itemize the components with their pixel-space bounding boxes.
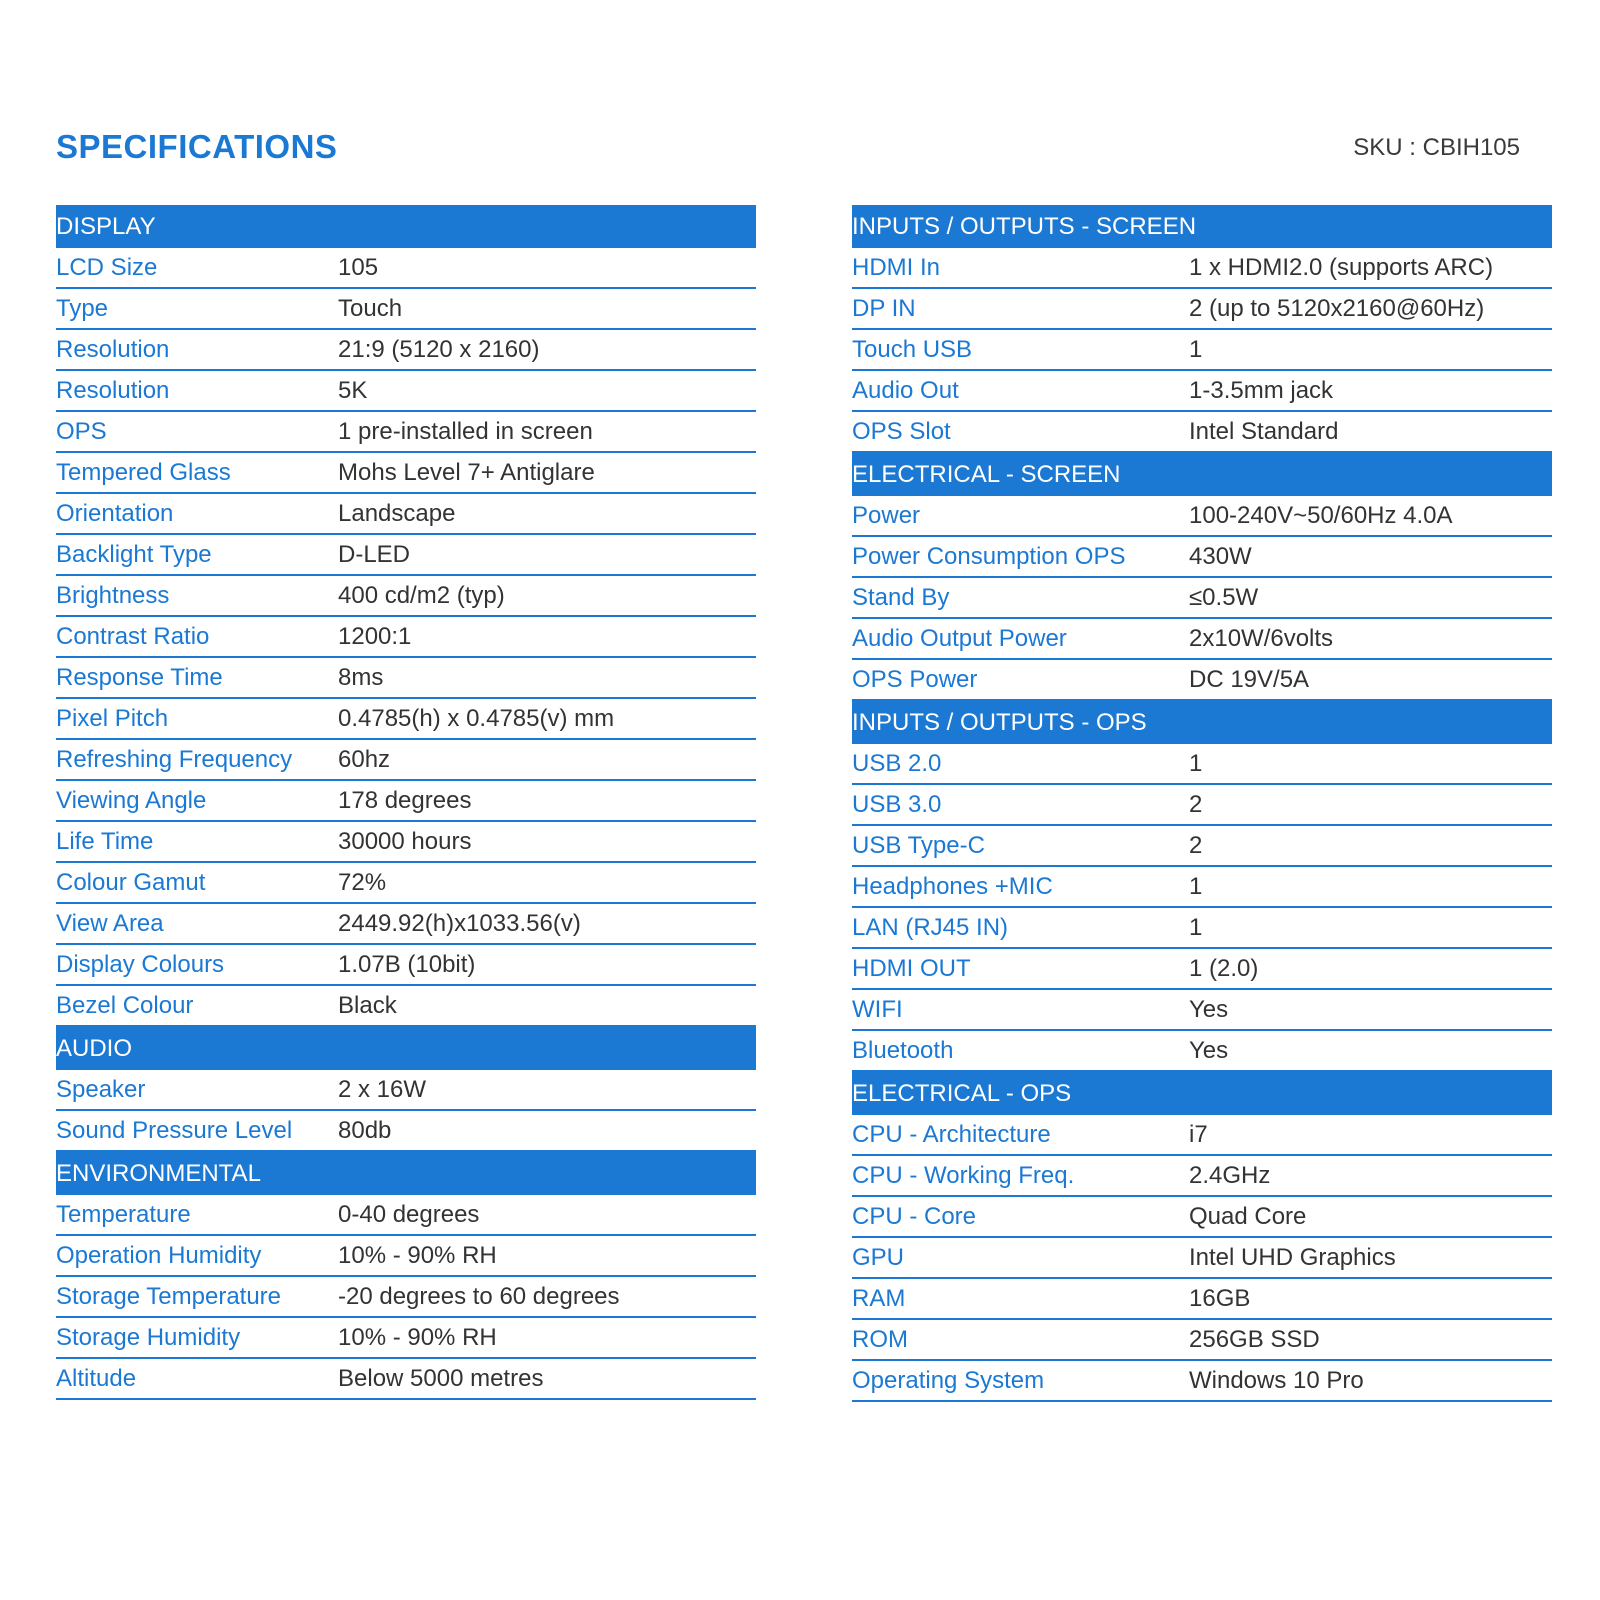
spec-row [852,744,1552,785]
spec-label: Pixel Pitch [56,704,169,732]
spec-row [852,990,1552,1031]
spec-label: Audio Output Power [852,624,1067,652]
spec-label: Backlight Type [56,540,212,568]
spec-label: Brightness [56,581,170,609]
spec-row [852,496,1552,537]
spec-row [56,1236,756,1277]
spec-row [852,330,1552,371]
spec-label: Display Colours [56,950,225,978]
spec-label: OPS [56,417,107,445]
spec-section-environmental [56,1152,756,1400]
spec-label: Type [56,294,109,322]
spec-label: Stand By [852,583,950,611]
spec-row [56,1070,756,1111]
spec-label: Sound Pressure Level [56,1116,293,1144]
spec-value: 1 (2.0) [1189,954,1259,982]
spec-label: RAM [852,1284,906,1312]
section-header: AUDIO [56,1027,756,1070]
spec-label: Power [852,501,921,529]
spec-row [852,660,1552,701]
spec-label: Bezel Colour [56,991,194,1019]
spec-label: LCD Size [56,253,158,281]
spec-row [56,617,756,658]
spec-label: Life Time [56,827,154,855]
spec-value: 1.07B (10bit) [338,950,476,978]
spec-value: 8ms [338,663,384,691]
spec-label: USB Type-C [852,831,985,859]
spec-label: Storage Humidity [56,1323,241,1351]
spec-value: Yes [1189,995,1229,1023]
spec-value: Black [338,991,397,1019]
spec-value: 100-240V~50/60Hz 4.0A [1189,501,1453,529]
spec-label: Operation Humidity [56,1241,262,1269]
spec-value: Yes [1189,1036,1229,1064]
spec-row [56,330,756,371]
spec-row [56,576,756,617]
spec-label: Speaker [56,1075,146,1103]
spec-label: LAN (RJ45 IN) [852,913,1009,941]
spec-row [852,248,1552,289]
spec-row [852,949,1552,990]
spec-value: 178 degrees [338,786,472,814]
spec-row [56,1318,756,1359]
spec-label: Altitude [56,1364,137,1392]
spec-value: 1 [1189,335,1203,363]
spec-value: 16GB [1189,1284,1251,1312]
spec-row [56,248,756,289]
spec-row [852,908,1552,949]
spec-value: i7 [1189,1120,1208,1148]
spec-label: CPU - Core [852,1202,977,1230]
spec-value: 2.4GHz [1189,1161,1271,1189]
spec-label: View Area [56,909,164,937]
spec-row [852,1156,1552,1197]
spec-value: 2449.92(h)x1033.56(v) [338,909,581,937]
spec-value: 60hz [338,745,391,773]
spec-value: 80db [338,1116,392,1144]
spec-value: 2 [1189,831,1203,859]
spec-label: OPS Power [852,665,978,693]
spec-label: DP IN [852,294,916,322]
spec-row [56,699,756,740]
right-spec-column [852,205,1552,1402]
spec-section-electrical-screen [852,453,1552,701]
spec-value: Intel Standard [1189,417,1339,445]
spec-label: WIFI [852,995,903,1023]
spec-value: Windows 10 Pro [1189,1366,1364,1394]
spec-label: USB 2.0 [852,749,942,777]
spec-value: Touch [338,294,403,322]
spec-row [852,412,1552,453]
spec-label: USB 3.0 [852,790,942,818]
spec-section-inputs-outputs-screen [852,205,1552,453]
spec-row [852,867,1552,908]
spec-label: Bluetooth [852,1036,954,1064]
spec-label: Temperature [56,1200,191,1228]
section-header: ENVIRONMENTAL [56,1152,756,1195]
spec-label: CPU - Architecture [852,1120,1051,1148]
spec-value: 105 [338,253,379,281]
spec-value: D-LED [338,540,411,568]
spec-row [852,785,1552,826]
spec-label: Refreshing Frequency [56,745,293,773]
spec-value: Intel UHD Graphics [1189,1243,1396,1271]
spec-row [852,578,1552,619]
spec-label: Orientation [56,499,174,527]
spec-section-display [56,205,756,1027]
spec-row [56,1111,756,1152]
spec-value: DC 19V/5A [1189,665,1310,693]
spec-value: Quad Core [1189,1202,1307,1230]
spec-label: Viewing Angle [56,786,207,814]
left-spec-column [56,205,756,1400]
spec-row [852,1031,1552,1072]
spec-row [56,1195,756,1236]
spec-row [56,371,756,412]
spec-label: HDMI In [852,253,941,281]
spec-row [56,494,756,535]
spec-label: Touch USB [852,335,973,363]
spec-row [56,781,756,822]
spec-label: Resolution [56,335,170,363]
spec-label: CPU - Working Freq. [852,1161,1075,1189]
spec-value: 30000 hours [338,827,472,855]
spec-row [56,1359,756,1400]
spec-label: Audio Out [852,376,959,404]
spec-row [852,1279,1552,1320]
spec-value: Below 5000 metres [338,1364,544,1392]
spec-value: 2 (up to 5120x2160@60Hz) [1189,294,1485,322]
spec-value: 2x10W/6volts [1189,624,1334,652]
spec-value: ≤0.5W [1189,583,1259,611]
spec-row [56,904,756,945]
spec-label: Contrast Ratio [56,622,210,650]
spec-row [852,289,1552,330]
spec-row [56,289,756,330]
spec-label: Power Consumption OPS [852,542,1126,570]
spec-value: 400 cd/m2 (typ) [338,581,505,609]
spec-value: 72% [338,868,387,896]
spec-row [56,535,756,576]
spec-row [852,1361,1552,1402]
section-header: ELECTRICAL - SCREEN [852,453,1552,496]
spec-row [56,412,756,453]
spec-row [852,1197,1552,1238]
spec-value: 10% - 90% RH [338,1241,497,1269]
spec-row [56,453,756,494]
spec-value: 2 x 16W [338,1075,427,1103]
spec-value: 1 [1189,749,1203,777]
spec-value: 10% - 90% RH [338,1323,497,1351]
section-header: ELECTRICAL - OPS [852,1072,1552,1115]
sku-label: SKU : CBIH105 [1353,134,1520,161]
spec-row [852,1238,1552,1279]
spec-value: 1 x HDMI2.0 (supports ARC) [1189,253,1494,281]
spec-row [56,822,756,863]
spec-section-inputs-outputs-ops [852,701,1552,1072]
spec-value: 430W [1189,542,1252,570]
spec-row [56,658,756,699]
spec-section-electrical-ops [852,1072,1552,1402]
spec-value: 1-3.5mm jack [1189,376,1334,404]
spec-label: Response Time [56,663,223,691]
spec-value: 1 pre-installed in screen [338,417,593,445]
spec-row [852,1320,1552,1361]
spec-value: 0-40 degrees [338,1200,480,1228]
spec-value: Landscape [338,499,456,527]
spec-row [56,740,756,781]
spec-label: Headphones +MIC [852,872,1053,900]
spec-row [56,986,756,1027]
spec-row [56,863,756,904]
page-title: SPECIFICATIONS [56,128,338,165]
spec-value: -20 degrees to 60 degrees [338,1282,620,1310]
spec-row [852,619,1552,660]
section-header: INPUTS / OUTPUTS - SCREEN [852,205,1552,248]
spec-value: 21:9 (5120 x 2160) [338,335,540,363]
spec-value: 1 [1189,872,1203,900]
spec-label: Colour Gamut [56,868,206,896]
spec-value: 0.4785(h) x 0.4785(v) mm [338,704,615,732]
spec-label: ROM [852,1325,908,1353]
spec-value: 5K [338,376,368,404]
spec-label: Operating System [852,1366,1045,1394]
spec-row [56,945,756,986]
spec-label: Resolution [56,376,170,404]
spec-value: 2 [1189,790,1203,818]
spec-value: 1200:1 [338,622,412,650]
spec-value: 256GB SSD [1189,1325,1320,1353]
spec-label: Tempered Glass [56,458,231,486]
spec-row [852,1115,1552,1156]
spec-label: Storage Temperature [56,1282,282,1310]
spec-row [852,537,1552,578]
spec-label: GPU [852,1243,905,1271]
spec-value: Mohs Level 7+ Antiglare [338,458,595,486]
spec-section-audio [56,1027,756,1152]
section-header: DISPLAY [56,205,756,248]
spec-row [852,371,1552,412]
section-header: INPUTS / OUTPUTS - OPS [852,701,1552,744]
spec-label: HDMI OUT [852,954,971,982]
spec-row [56,1277,756,1318]
spec-value: 1 [1189,913,1203,941]
spec-row [852,826,1552,867]
spec-label: OPS Slot [852,417,951,445]
